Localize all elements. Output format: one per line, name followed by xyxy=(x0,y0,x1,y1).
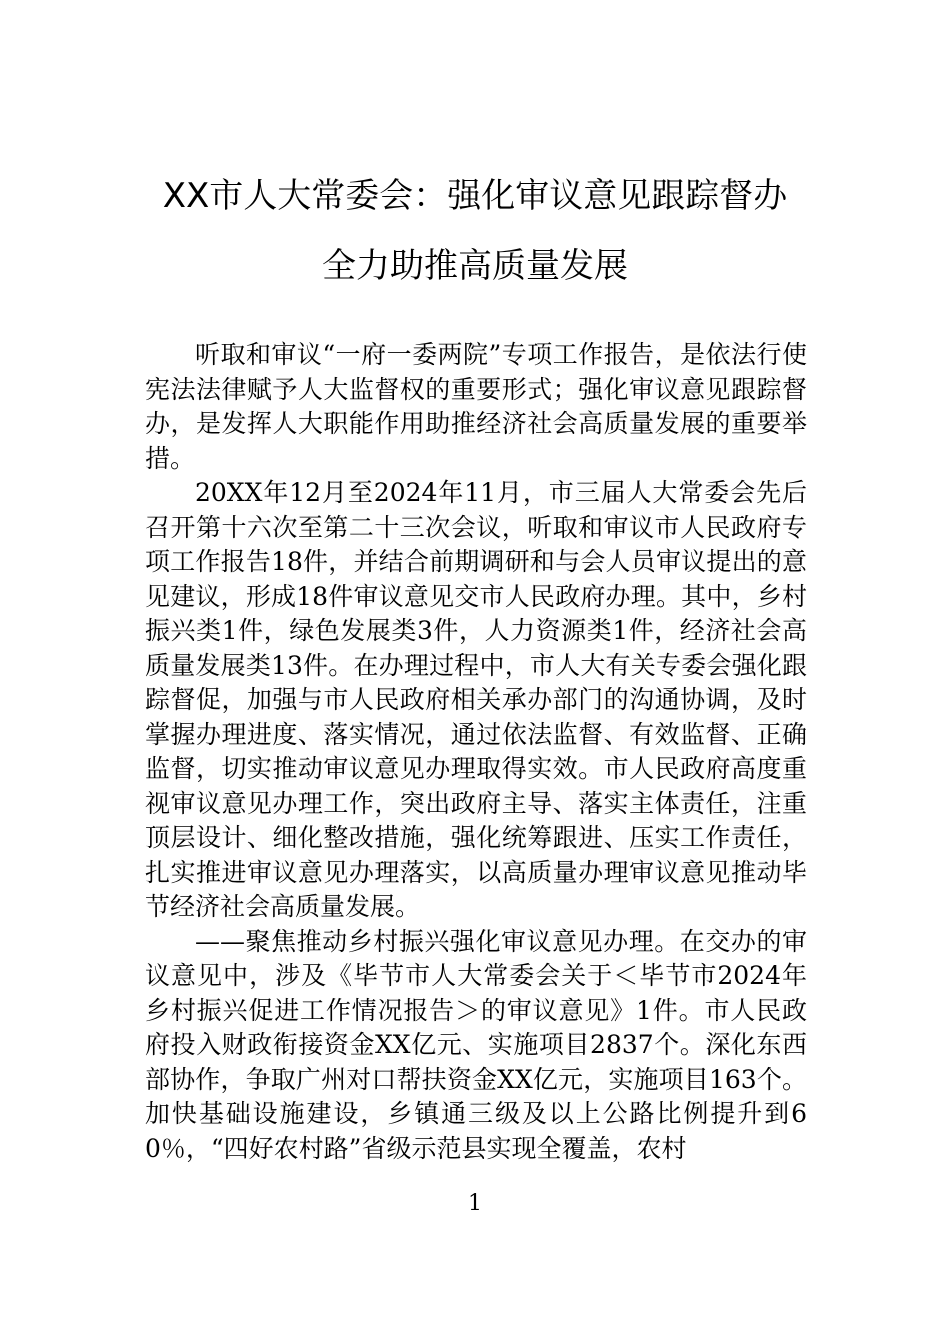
paragraph-rural-revitalization: ——聚焦推动乡村振兴强化审议意见办理。在交办的审议意见中，涉及《毕节市人大常委会关于＜毕节市2024年乡村振兴促进工作情况报告＞的审议意见》1件。市人民政府投入财政衔接资金XX亿元、实施项目2837个。深化东西部协作，争取广州对口帮扶资金XX亿元，实施项目163个。加快基础设施建设，乡镇通三级及以上公路比例提升到60％，“四好农村路”省级示范县实现全覆盖，农村 xyxy=(145,926,807,1163)
document-title-line-2: 全力助推高质量发展 xyxy=(322,246,628,286)
paragraph-intro: 听取和审议“一府一委两院”专项工作报告，是依法行使宪法法律赋予人大监督权的重要形式；强化审议意见跟踪督办，是发挥人大职能作用助推经济社会高质量发展的重要举措。 xyxy=(145,340,807,473)
paragraph-overview: 20XX年12月至2024年11月，市三届人大常委会先后召开第十六次至第二十三次会议，听取和审议市人民政府专项工作报告18件，并结合前期调研和与会人员审议提出的意见建议，形成18件审议意见交市人民政府办理。其中，乡村振兴类1件，绿色发展类3件，人力资源类1件，经济社会高质量发展类13件。在办理过程中，市人大有关专委会强化跟踪督促，加强与市人民政府相关承办部门的沟通协调，及时掌握办理进度、落实情况，通过依法监督、有效监督、正确监督，切实推动审议意见办理取得实效。市人民政府高度重视审议意见办理工作，突出政府主导、落实主体责任，注重顶层设计、细化整改措施，强化统筹跟进、压实工作责任，扎实推进审议意见办理落实，以高质量办理审议意见推动毕节经济社会高质量发展。 xyxy=(145,478,807,921)
document-body xyxy=(145,338,807,1166)
document-title-line-1: XX市人大常委会：强化审议意见跟踪督办 xyxy=(162,176,788,216)
page-number: 1 xyxy=(468,1191,482,1216)
